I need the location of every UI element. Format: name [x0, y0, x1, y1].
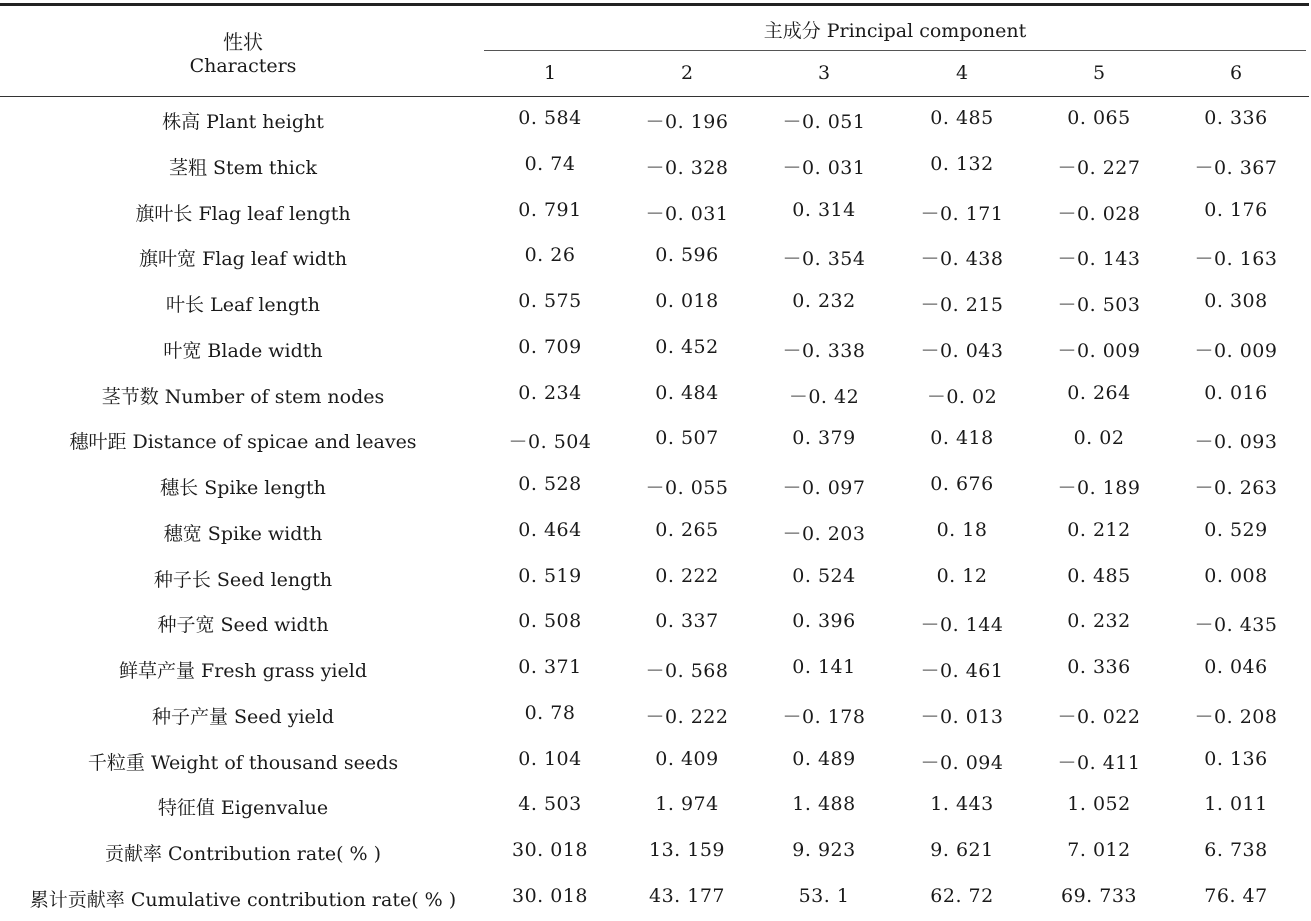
table-row — [0, 646, 1311, 692]
value-cell: 0. 418 — [930, 427, 994, 450]
value-cell: 0. 232 — [792, 290, 856, 312]
value-cell: 30. 018 — [511, 884, 589, 907]
value-cell: 1. 974 — [655, 793, 719, 816]
value-cell: 13. 159 — [648, 839, 726, 861]
characters-header-zh: 性状 — [223, 30, 263, 54]
component-number: 5 — [1092, 62, 1106, 84]
row-label: 穗宽 Spike width — [163, 522, 323, 545]
table-row — [0, 829, 1311, 875]
value-cell: 0. 264 — [1067, 381, 1131, 404]
value-cell: －0. 055 — [645, 477, 729, 499]
table-row — [0, 509, 1311, 555]
table-row — [0, 97, 1311, 143]
value-cell: －0. 009 — [1194, 339, 1278, 362]
value-cell: 0. 596 — [655, 244, 719, 267]
value-cell: 0. 371 — [518, 656, 582, 678]
value-cell: 9. 923 — [792, 839, 856, 861]
value-cell: 0. 485 — [930, 107, 994, 129]
value-cell: 0. 409 — [655, 747, 719, 770]
row-label: 种子产量 Seed yield — [151, 705, 335, 728]
value-cell: 0. 222 — [655, 564, 719, 587]
value-cell: －0. 227 — [1057, 156, 1141, 179]
value-cell: 0. 452 — [655, 335, 719, 358]
row-label: 茎粗 Stem thick — [168, 156, 318, 179]
value-cell: －0. 009 — [1057, 339, 1141, 362]
value-cell: 0. 74 — [524, 152, 576, 175]
row-label: 特征值 Eigenvalue — [157, 797, 329, 820]
component-number: 1 — [543, 62, 557, 84]
table-row — [0, 372, 1311, 418]
value-cell: －0. 203 — [782, 522, 866, 545]
value-cell: －0. 171 — [920, 202, 1004, 225]
value-cell: －0. 338 — [782, 339, 866, 362]
value-cell: 0. 18 — [936, 518, 988, 541]
value-cell: 0. 484 — [655, 381, 719, 404]
value-cell: 0. 709 — [518, 335, 582, 358]
table-row — [0, 143, 1311, 189]
value-cell: －0. 013 — [920, 705, 1004, 728]
value-cell: 0. 519 — [518, 564, 582, 587]
value-cell: 0. 12 — [936, 564, 988, 587]
value-cell: －0. 031 — [782, 156, 866, 179]
row-label: 鲜草产量 Fresh grass yield — [119, 660, 367, 682]
row-label: 种子长 Seed length — [153, 568, 333, 591]
table-row — [0, 555, 1311, 601]
value-cell: 0. 791 — [518, 198, 582, 221]
table-row — [0, 234, 1311, 280]
value-cell: －0. 178 — [782, 705, 866, 728]
value-cell: －0. 328 — [645, 156, 729, 179]
value-cell: －0. 028 — [1057, 202, 1141, 225]
value-cell: 0. 02 — [1073, 427, 1125, 450]
component-number: 6 — [1229, 62, 1243, 84]
value-cell: 0. 485 — [1067, 564, 1131, 587]
value-cell: 0. 212 — [1067, 518, 1131, 541]
value-cell: 0. 176 — [1204, 198, 1268, 221]
row-label: 叶宽 Blade width — [163, 339, 323, 362]
value-cell: －0. 02 — [926, 385, 998, 408]
value-cell: 0. 575 — [518, 290, 582, 312]
principal-component-rule — [484, 50, 1306, 51]
table-row — [0, 280, 1311, 326]
value-cell: －0. 208 — [1194, 705, 1278, 728]
value-cell: －0. 503 — [1057, 294, 1141, 316]
value-cell: 0. 336 — [1204, 107, 1268, 129]
value-cell: －0. 435 — [1194, 614, 1278, 637]
table-row — [0, 875, 1311, 921]
value-cell: 0. 018 — [655, 290, 719, 312]
value-cell: －0. 438 — [920, 248, 1004, 271]
value-cell: －0. 568 — [645, 660, 729, 682]
value-cell: －0. 022 — [1057, 705, 1141, 728]
value-cell: 0. 396 — [792, 610, 856, 633]
value-cell: －0. 42 — [788, 385, 860, 408]
value-cell: 0. 464 — [518, 518, 582, 541]
value-cell: －0. 215 — [920, 294, 1004, 316]
value-cell: 69. 733 — [1060, 884, 1138, 907]
value-cell: －0. 411 — [1057, 751, 1141, 774]
value-cell: 0. 046 — [1204, 656, 1268, 678]
value-cell: －0. 097 — [782, 477, 866, 499]
value-cell: 0. 508 — [518, 610, 582, 633]
characters-header-en: Characters — [189, 55, 297, 77]
row-label: 叶长 Leaf length — [166, 294, 320, 316]
value-cell: －0. 031 — [645, 202, 729, 225]
value-cell: 0. 584 — [518, 107, 582, 129]
value-cell: 0. 524 — [792, 564, 856, 587]
value-cell: 0. 379 — [792, 427, 856, 450]
value-cell: 0. 336 — [1067, 656, 1131, 678]
table-row — [0, 326, 1311, 372]
value-cell: 1. 011 — [1204, 793, 1268, 816]
value-cell: －0. 196 — [645, 111, 729, 133]
value-cell: 0. 141 — [792, 656, 856, 678]
component-number: 3 — [817, 62, 831, 84]
value-cell: 0. 136 — [1204, 747, 1268, 770]
value-cell: 0. 234 — [518, 381, 582, 404]
row-label: 累计贡献率 Cumulative contribution rate( % ) — [29, 888, 457, 911]
value-cell: －0. 143 — [1057, 248, 1141, 271]
value-cell: 0. 104 — [518, 747, 582, 770]
table-row — [0, 189, 1311, 235]
value-cell: －0. 263 — [1194, 477, 1278, 499]
value-cell: 43. 177 — [648, 884, 726, 907]
table-row — [0, 738, 1311, 784]
value-cell: －0. 051 — [782, 111, 866, 133]
value-cell: 0. 529 — [1204, 518, 1268, 541]
component-number-row — [0, 62, 1311, 88]
value-cell: 0. 265 — [655, 518, 719, 541]
row-label: 旗叶长 Flag leaf length — [135, 202, 351, 225]
value-cell: 7. 012 — [1067, 839, 1131, 861]
component-number: 4 — [955, 62, 969, 84]
value-cell: －0. 222 — [645, 705, 729, 728]
value-cell: －0. 461 — [920, 660, 1004, 682]
value-cell: 0. 308 — [1204, 290, 1268, 312]
table-row — [0, 600, 1311, 646]
row-label: 种子宽 Seed width — [157, 614, 329, 637]
value-cell: 6. 738 — [1204, 839, 1268, 861]
value-cell: 0. 489 — [792, 747, 856, 770]
table-row — [0, 417, 1311, 463]
row-label: 千粒重 Weight of thousand seeds — [87, 751, 399, 774]
component-number: 2 — [680, 62, 694, 84]
value-cell: 0. 065 — [1067, 107, 1131, 129]
row-label: 茎节数 Number of stem nodes — [101, 385, 385, 408]
value-cell: 9. 621 — [930, 839, 994, 861]
table-top-rule — [0, 3, 1309, 6]
value-cell: 0. 507 — [655, 427, 719, 450]
value-cell: 53. 1 — [798, 884, 850, 907]
value-cell: 0. 528 — [518, 473, 582, 495]
table-row — [0, 692, 1311, 738]
value-cell: －0. 144 — [920, 614, 1004, 637]
principal-component-header: 主成分 Principal component — [763, 20, 1027, 42]
table-row — [0, 463, 1311, 509]
row-label: 贡献率 Contribution rate( % ) — [104, 843, 382, 865]
value-cell: 0. 26 — [524, 244, 576, 267]
value-cell: 1. 052 — [1067, 793, 1131, 816]
value-cell: －0. 043 — [920, 339, 1004, 362]
value-cell: 0. 337 — [655, 610, 719, 633]
value-cell: －0. 093 — [1194, 431, 1278, 454]
row-label: 穗长 Spike length — [160, 477, 326, 499]
table-body — [0, 97, 1311, 921]
value-cell: 4. 503 — [518, 793, 582, 816]
value-cell: 0. 016 — [1204, 381, 1268, 404]
value-cell: －0. 504 — [508, 431, 592, 454]
value-cell: －0. 354 — [782, 248, 866, 271]
value-cell: 1. 443 — [930, 793, 994, 816]
value-cell: －0. 094 — [920, 751, 1004, 774]
row-label: 旗叶宽 Flag leaf width — [139, 248, 347, 271]
table-row — [0, 783, 1311, 829]
value-cell: 0. 232 — [1067, 610, 1131, 633]
row-label: 株高 Plant height — [162, 111, 324, 133]
row-label: 穗叶距 Distance of spicae and leaves — [69, 431, 417, 454]
value-cell: 0. 676 — [930, 473, 994, 495]
value-cell: 0. 132 — [930, 152, 994, 175]
value-cell: 30. 018 — [511, 839, 589, 861]
value-cell: 76. 47 — [1204, 884, 1268, 907]
value-cell: 0. 008 — [1204, 564, 1268, 587]
value-cell: －0. 163 — [1194, 248, 1278, 271]
value-cell: 0. 78 — [524, 701, 576, 724]
value-cell: 0. 314 — [792, 198, 856, 221]
value-cell: 62. 72 — [930, 884, 994, 907]
value-cell: 1. 488 — [792, 793, 856, 816]
value-cell: －0. 367 — [1194, 156, 1278, 179]
value-cell: －0. 189 — [1057, 477, 1141, 499]
